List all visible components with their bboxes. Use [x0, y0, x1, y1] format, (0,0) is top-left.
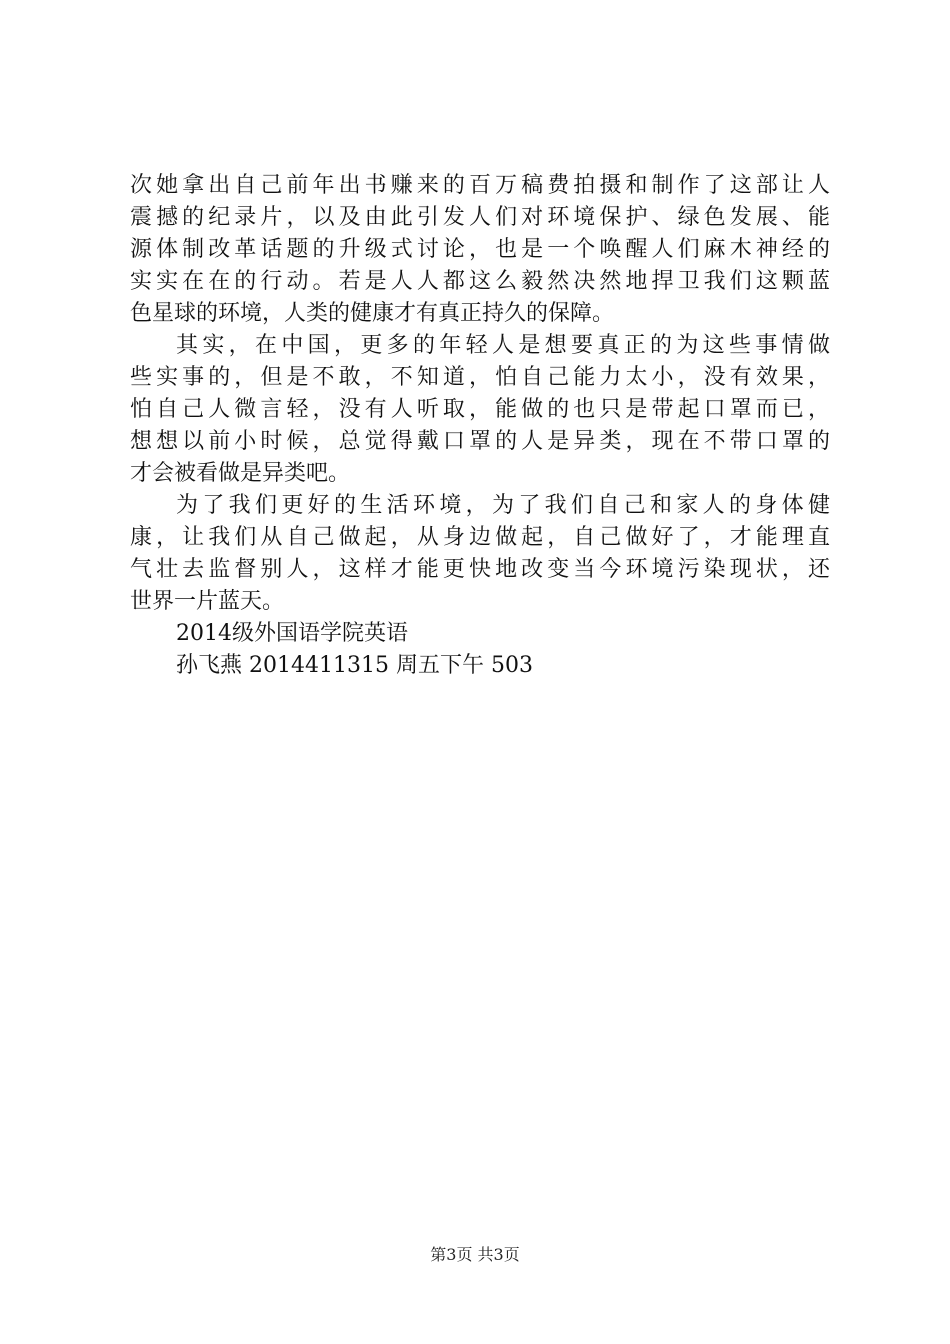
- paragraph: [130, 330, 830, 490]
- paragraph-line: 才会被看做是异类吧。: [130, 461, 351, 486]
- paragraph-line: 些实事的，但是不敢，不知道，怕自己能力太小，没有效果，: [130, 365, 830, 390]
- paragraph-line: 想想以前小时候，总觉得戴口罩的人是异类，现在不带口罩的: [130, 429, 830, 454]
- paragraph: [130, 490, 830, 618]
- paragraph-line: 其实，在中国，更多的年轻人是想要真正的为这些事情做: [176, 333, 830, 358]
- paragraph-container: [130, 170, 830, 618]
- paragraph-line: 实实在在的行动。若是人人都这么毅然决然地捍卫我们这颗蓝: [130, 269, 830, 294]
- paragraph-line: 源体制改革话题的升级式讨论，也是一个唤醒人们麻木神经的: [130, 237, 830, 262]
- paragraph-line: 世界一片蓝天。: [130, 589, 285, 614]
- paragraph-line: 次她拿出自己前年出书赚来的百万稿费拍摄和制作了这部让人: [130, 173, 830, 198]
- paragraph-line: 为了我们更好的生活环境，为了我们自己和家人的身体健: [176, 493, 830, 518]
- paragraph-line: 怕自己人微言轻，没有人听取，能做的也只是带起口罩而已，: [130, 397, 830, 422]
- document-body: [130, 170, 830, 682]
- paragraph-line: 气壮去监督别人，这样才能更快地改变当今环境污染现状，还: [130, 557, 830, 582]
- paragraph-line: 色星球的环境，人类的健康才有真正持久的保障。: [130, 301, 615, 326]
- signature-line-2: 孙飞燕 2014411315 周五下午 503: [176, 653, 533, 678]
- paragraph-line: 康，让我们从自己做起，从身边做起，自己做好了，才能理直: [130, 525, 830, 550]
- paragraph-line: 震撼的纪录片，以及由此引发人们对环境保护、绿色发展、能: [130, 205, 830, 230]
- paragraph: [130, 170, 830, 330]
- page-footer: 第3页 共3页: [430, 1245, 520, 1264]
- signature-line-1: 2014级外国语学院英语: [176, 621, 408, 646]
